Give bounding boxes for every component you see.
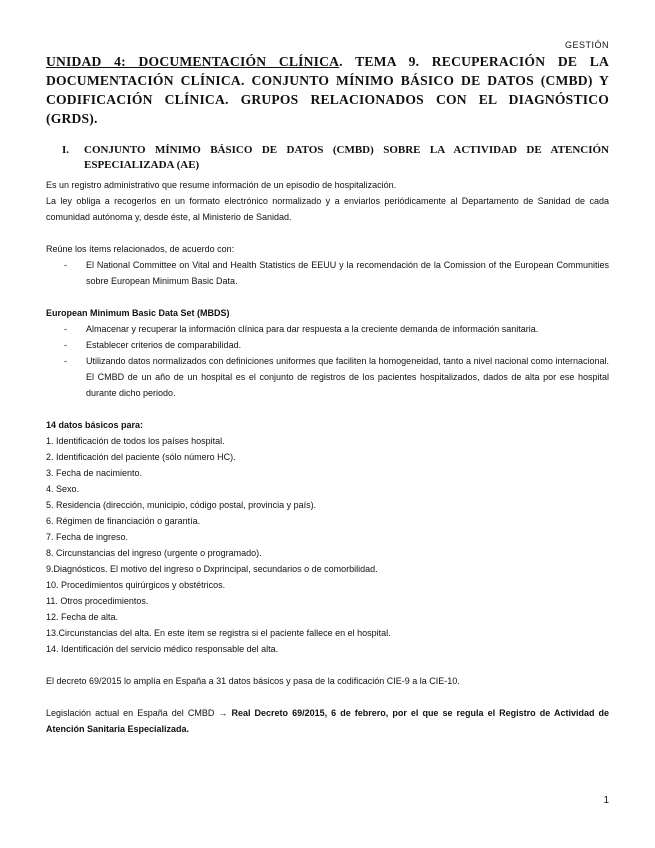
items-list	[46, 257, 609, 289]
list-item: - El National Committee on Vital and Health Statistics de EEUU y la recomendación de la Comission of the European Communities sobre European Minimum Basic Data.	[64, 260, 609, 286]
intro-paragraph-2: La ley obliga a recogerlos en un formato electrónico normalizado y a enviarlos periódicamente al Departamento de Sanidad de cada comunidad autónoma y, desde éste, al Ministerio de Sanidad.	[46, 196, 609, 222]
document-body	[46, 177, 609, 737]
document-title	[46, 52, 609, 128]
arrow-icon: →	[218, 708, 228, 718]
items-lead: Reúne los ítems relacionados, de acuerdo con:	[46, 244, 235, 254]
intro-paragraph-1: Es un registro administrativo que resume información de un episodio de hospitalización.	[46, 180, 397, 190]
datos-item: 10. Procedimientos quirúrgicos y obstétricos.	[46, 580, 226, 590]
datos-item: 14. Identificación del servicio médico responsable del alta.	[46, 644, 279, 654]
list-item: - Establecer criterios de comparabilidad.	[64, 340, 242, 350]
mbds-list	[46, 321, 609, 401]
topic-title: . TEMA 9. RECUPERACIÓN DE LA DOCUMENTACIÓN CLÍNICA. CONJUNTO MÍNIMO BÁSICO DE DATOS (CMBD) Y CODIFICACIÓN CLÍNICA. GRUPOS RELACIONADOS CON EL DIAGNÓSTICO (GRDS).	[46, 54, 609, 126]
unit-title: UNIDAD 4: DOCUMENTACIÓN CLÍNICA	[46, 54, 340, 69]
section-heading	[62, 143, 609, 173]
datos-item: 9.Diagnósticos. El motivo del ingreso o Dxprincipal, secundarios o de comorbilidad.	[46, 564, 378, 574]
datos-item: 13.Circunstancias del alta. En este ítem se registra si el paciente fallece en el hospital.	[46, 628, 391, 638]
page-header: GESTIÓN	[564, 40, 609, 50]
datos-heading: 14 datos básicos para:	[46, 420, 144, 430]
legislacion-paragraph	[46, 705, 609, 737]
legislacion-reference: Real Decreto 69/2015, 6 de febrero, por el que se regula el Registro de Actividad de Atención Sanitaria Especializada.	[46, 708, 609, 734]
page-number: 1	[603, 795, 609, 806]
decreto-paragraph: El decreto 69/2015 lo amplía en España a 31 datos básicos y pasa de la codificación CIE-9 a la CIE-10.	[46, 676, 460, 686]
datos-item: 4. Sexo.	[46, 484, 80, 494]
datos-item: 7. Fecha de ingreso.	[46, 532, 129, 542]
list-item: - Almacenar y recuperar la información clínica para dar respuesta a la creciente demanda de información sanitaria.	[64, 324, 539, 334]
datos-item: 8. Circunstancias del ingreso (urgente o programado).	[46, 548, 262, 558]
mbds-heading: European Minimum Basic Data Set (MBDS)	[46, 308, 230, 318]
datos-item: 1. Identificación de todos los países hospital.	[46, 436, 225, 446]
legislacion-prefix: Legislación actual en España del CMBD	[46, 708, 215, 718]
section-number: I.	[62, 144, 70, 156]
datos-item: 5. Residencia (dirección, municipio, código postal, provincia y país).	[46, 500, 317, 510]
section-title: CONJUNTO MÍNIMO BÁSICO DE DATOS (CMBD) SOBRE LA ACTIVIDAD DE ATENCIÓN ESPECIALIZADA (AE)	[84, 144, 609, 171]
datos-item: 6. Régimen de financiación o garantía.	[46, 516, 201, 526]
datos-item: 3. Fecha de nacimiento.	[46, 468, 143, 478]
datos-item: 2. Identificación del paciente (sólo número HC).	[46, 452, 236, 462]
datos-item: 12. Fecha de alta.	[46, 612, 119, 622]
datos-item: 11. Otros procedimientos.	[46, 596, 149, 606]
list-item: - Utilizando datos normalizados con definiciones uniformes que faciliten la homogeneidad, tanto a nivel nacional como internacional. El CMBD de un año de un hospital es el conjunto de registros de los pacientes hospitalizados, dados de alta por ese hospital durante dicho periodo.	[64, 356, 609, 398]
